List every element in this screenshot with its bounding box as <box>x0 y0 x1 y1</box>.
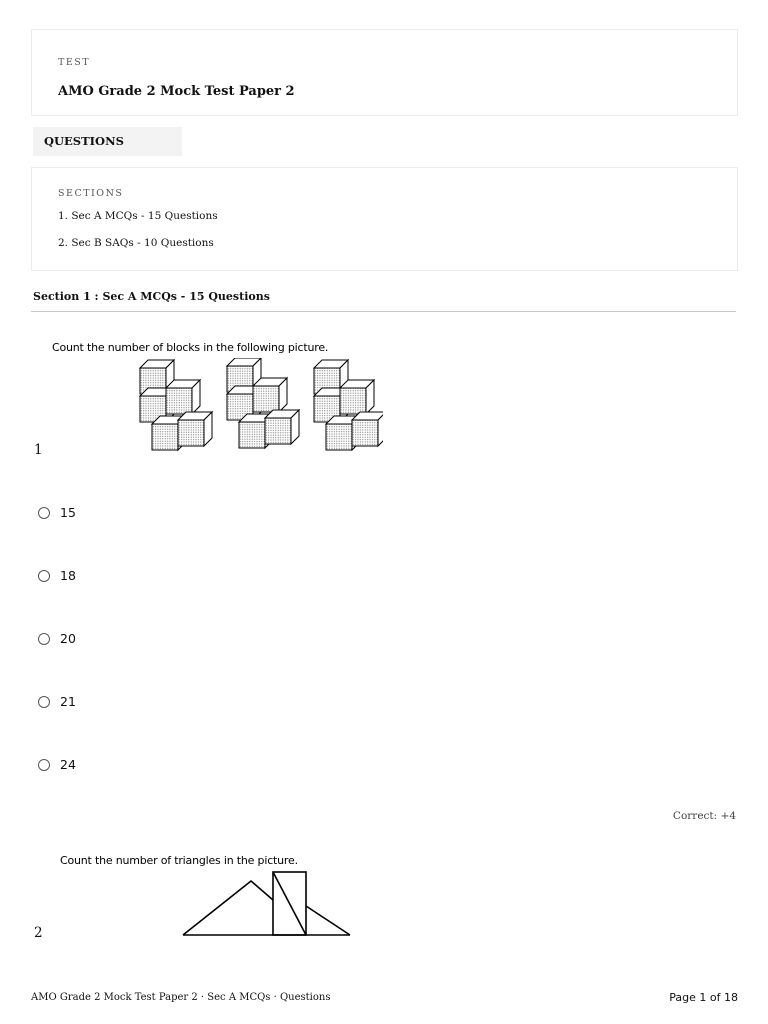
question-2-text: Count the number of triangles in the picture. <box>60 854 298 867</box>
footer-breadcrumb: AMO Grade 2 Mock Test Paper 2 · Sec A MCQs · Questions <box>31 992 331 1003</box>
block-stack-1 <box>140 360 212 450</box>
test-kicker: TEST <box>58 57 91 68</box>
radio-button-1[interactable] <box>38 507 50 519</box>
correct-label: Correct: <box>672 810 718 822</box>
radio-button-5[interactable] <box>38 759 50 771</box>
questions-tab-label: QUESTIONS <box>44 134 124 148</box>
test-card <box>31 29 738 116</box>
option-label-3: 20 <box>60 631 76 646</box>
correct-value: +4 <box>720 810 736 822</box>
question-2-number: 2 <box>34 925 43 941</box>
question-1-text: Count the number of blocks in the following picture. <box>52 341 329 354</box>
sections-kicker: SECTIONS <box>58 188 124 199</box>
section-link-a[interactable]: 1. Sec A MCQs - 15 Questions <box>58 210 218 222</box>
option-label-4: 21 <box>60 694 76 709</box>
block-stack-2 <box>227 358 299 448</box>
correct-marks <box>673 810 736 822</box>
radio-button-2[interactable] <box>38 570 50 582</box>
option-label-2: 18 <box>60 568 76 583</box>
questions-tab[interactable] <box>33 127 182 156</box>
section-heading: Section 1 : Sec A MCQs - 15 Questions <box>33 290 270 303</box>
radio-button-3[interactable] <box>38 633 50 645</box>
section-link-b[interactable]: 2. Sec B SAQs - 10 Questions <box>58 237 214 249</box>
block-stack-3 <box>314 360 383 450</box>
page-counter: Page 1 of 18 <box>669 991 738 1004</box>
option-label-1: 15 <box>60 505 76 520</box>
section-divider <box>31 311 736 312</box>
rectangle-diagonal <box>273 872 306 935</box>
question-1-number: 1 <box>34 442 43 458</box>
blocks-figure <box>138 358 383 453</box>
triangles-figure <box>181 870 353 938</box>
option-label-5: 24 <box>60 757 76 772</box>
large-triangle-left-sides <box>183 881 273 935</box>
sections-card <box>31 167 738 271</box>
test-title: AMO Grade 2 Mock Test Paper 2 <box>58 84 295 99</box>
right-slope <box>306 906 350 935</box>
radio-button-4[interactable] <box>38 696 50 708</box>
